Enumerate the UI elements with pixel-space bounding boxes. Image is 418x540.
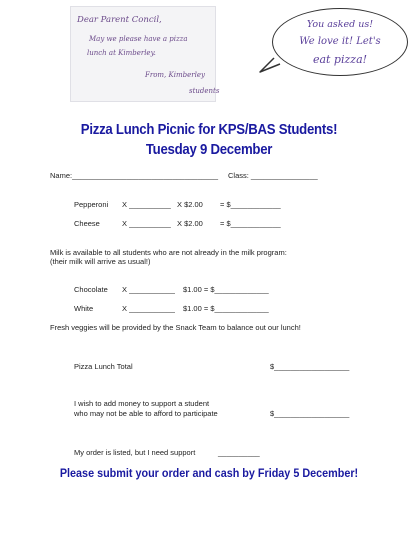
support-line-1: I wish to add money to support a student xyxy=(74,399,210,408)
need-support-label: My order is listed, but I need support xyxy=(74,448,196,457)
page-subtitle: Tuesday 9 December xyxy=(145,141,273,158)
milk-info-line-1: Milk is available to all students who are not already in the milk program: xyxy=(50,248,287,257)
speech-bubble xyxy=(272,8,408,76)
need-support-field[interactable]: __________ xyxy=(218,448,260,457)
support-line-2: who may not be able to afford to participate xyxy=(74,409,218,418)
white-price-total-field[interactable]: $1.00 = $_____________ xyxy=(183,304,269,313)
note-line-3: lunch at Kimberley. xyxy=(87,49,156,57)
pepperoni-label: Pepperoni xyxy=(74,200,109,209)
note-line-2: May we please have a pizza xyxy=(89,35,188,43)
milk-info-line-2: (their milk will arrive as usual!) xyxy=(50,257,151,266)
note-line-1: Dear Parent Concil, xyxy=(77,15,162,25)
white-qty-field[interactable]: X ___________ xyxy=(122,304,175,313)
chocolate-qty-field[interactable]: X ___________ xyxy=(122,285,175,294)
handwritten-note-image xyxy=(70,6,220,102)
name-field[interactable]: Name:___________________________________ xyxy=(50,171,219,180)
note-line-4: From, Kimberley xyxy=(145,71,205,79)
note-line-5: students xyxy=(189,87,220,95)
submit-deadline-note: Please submit your order and cash by Friday 5 December! xyxy=(59,466,359,480)
pepperoni-total-field[interactable]: = $____________ xyxy=(220,200,281,209)
pepperoni-qty-field[interactable]: X __________ xyxy=(122,200,171,209)
pizza-total-field[interactable]: $__________________ xyxy=(270,362,350,371)
veggies-note: Fresh veggies will be provided by the Snack Team to balance out our lunch! xyxy=(50,323,301,332)
cheese-qty-field[interactable]: X __________ xyxy=(122,219,171,228)
bubble-line-1: You asked us! xyxy=(306,19,374,30)
cheese-label: Cheese xyxy=(74,219,100,228)
pepperoni-price: X $2.00 xyxy=(177,200,203,209)
page-title: Pizza Lunch Picnic for KPS/BAS Students! xyxy=(80,121,338,138)
white-label: White xyxy=(74,304,94,313)
bubble-line-2: We love it! Let's xyxy=(299,36,381,47)
chocolate-label: Chocolate xyxy=(74,285,108,294)
bubble-line-3: eat pizza! xyxy=(312,53,368,66)
class-field[interactable]: Class: ________________ xyxy=(228,171,318,180)
support-amount-field[interactable]: $__________________ xyxy=(270,409,350,418)
chocolate-price-total-field[interactable]: $1.00 = $_____________ xyxy=(183,285,269,294)
pizza-total-label: Pizza Lunch Total xyxy=(74,362,133,371)
cheese-price: X $2.00 xyxy=(177,219,203,228)
cheese-total-field[interactable]: = $____________ xyxy=(220,219,281,228)
